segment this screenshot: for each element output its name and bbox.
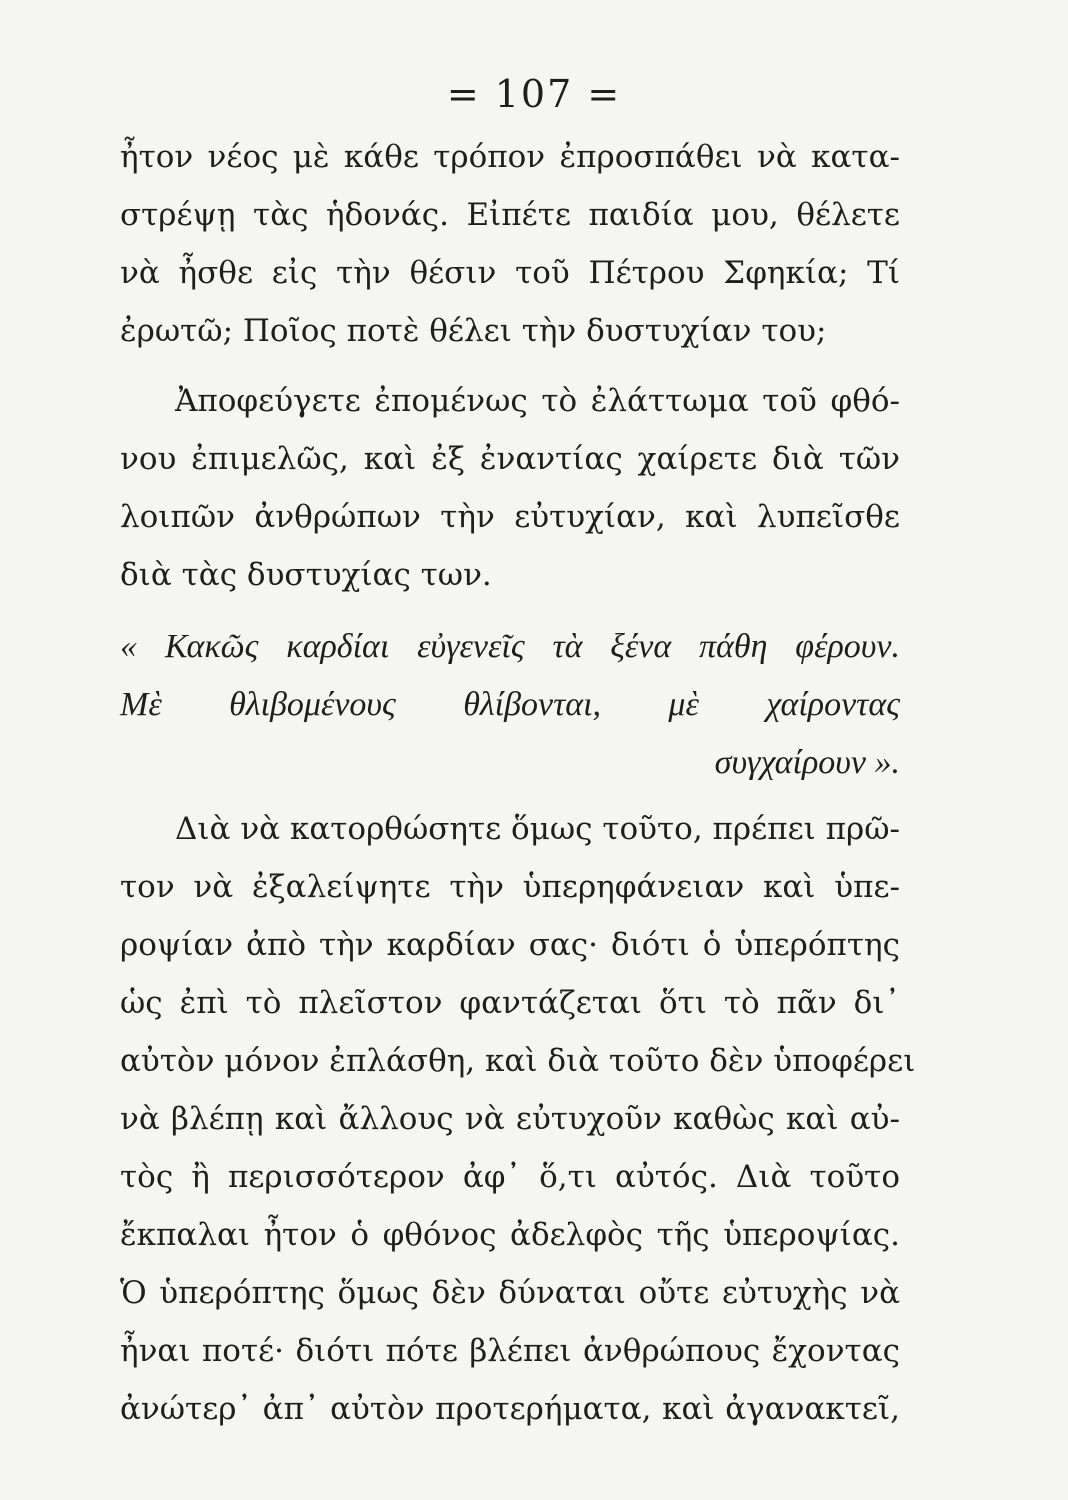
text-line: τον νὰ ἐξαλείψητε τὴν ὑπερηφάνειαν καὶ ὑπε- — [120, 869, 900, 905]
text-line: νου ἐπιμελῶς, καὶ ἐξ ἐναντίας χαίρετε διὰ τῶν — [120, 441, 900, 477]
paragraph-4 — [120, 800, 916, 1438]
text-line: λοιπῶν ἀνθρώπων τὴν εὐτυχίαν, καὶ λυπεῖσθε — [120, 499, 900, 535]
text-line: ὡς ἐπὶ τὸ πλεῖστον φαντάζεται ὅτι τὸ πᾶν δι᾽ — [120, 985, 900, 1021]
text-line: αὐτὸν μόνον ἐπλάσθη, καὶ διὰ τοῦτο δὲν ὑποφέρει — [120, 1043, 916, 1079]
text-line: ἔκπαλαι ἦτον ὁ φθόνος ἀδελφὸς τῆς ὑπεροψίας. — [120, 1217, 900, 1253]
paragraph-1 — [120, 128, 900, 360]
text-line: ἦναι ποτέ· διότι πότε βλέπει ἀνθρώπους ἔχοντας — [120, 1333, 900, 1369]
text-line: Ὁ ὑπερόπτης ὅμως δὲν δύναται οὔτε εὐτυχὴς νὰ — [120, 1275, 900, 1311]
text-line: Διὰ νὰ κατορθώσητε ὅμως τοῦτο, πρέπει πρῶ- — [175, 811, 900, 847]
text-line: ροψίαν ἀπὸ τὴν καρδίαν σας· διότι ὁ ὑπερόπτης — [120, 927, 900, 963]
text-line: Ἀποφεύγετε ἐπομένως τὸ ἐλάττωμα τοῦ φθό- — [175, 383, 900, 419]
quote-line: Μὲ θλιβομένους θλίβονται, μὲ χαίροντας — [120, 686, 900, 723]
text-line: νὰ βλέπῃ καὶ ἄλλους νὰ εὐτυχοῦν καθὼς καὶ αὐ- — [120, 1101, 900, 1137]
quote-block — [120, 618, 900, 792]
page-number: = 107 = — [446, 72, 622, 116]
text-line: τὸς ἢ περισσότερον ἀφ᾽ ὅ,τι αὐτός. Διὰ τοῦτο — [120, 1159, 900, 1195]
text-line: διὰ τὰς δυστυχίας των. — [120, 557, 492, 593]
text-line: νὰ ἦσθε εἰς τὴν θέσιν τοῦ Πέτρου Σφηκία; Τί — [120, 255, 900, 291]
text-line: ἐρωτῶ; Ποῖος ποτὲ θέλει τὴν δυστυχίαν του; — [120, 313, 827, 349]
quote-line: συγχαίρουν ». — [714, 744, 900, 781]
text-line: στρέψῃ τὰς ἡδονάς. Εἰπέτε παιδία μου, θέλετε — [120, 197, 900, 233]
paragraph-2 — [120, 372, 900, 604]
quote-line: « Κακῶς καρδίαι εὐγενεῖς τὰ ξένα πάθη φέρουν. — [120, 628, 900, 665]
text-line: ἀνώτερ᾽ ἀπ᾽ αὐτὸν προτερήματα, καὶ ἀγανακτεῖ, — [120, 1391, 900, 1427]
text-line: ἦτον νέος μὲ κάθε τρόπον ἐπροσπάθει νὰ κατα- — [120, 139, 900, 175]
